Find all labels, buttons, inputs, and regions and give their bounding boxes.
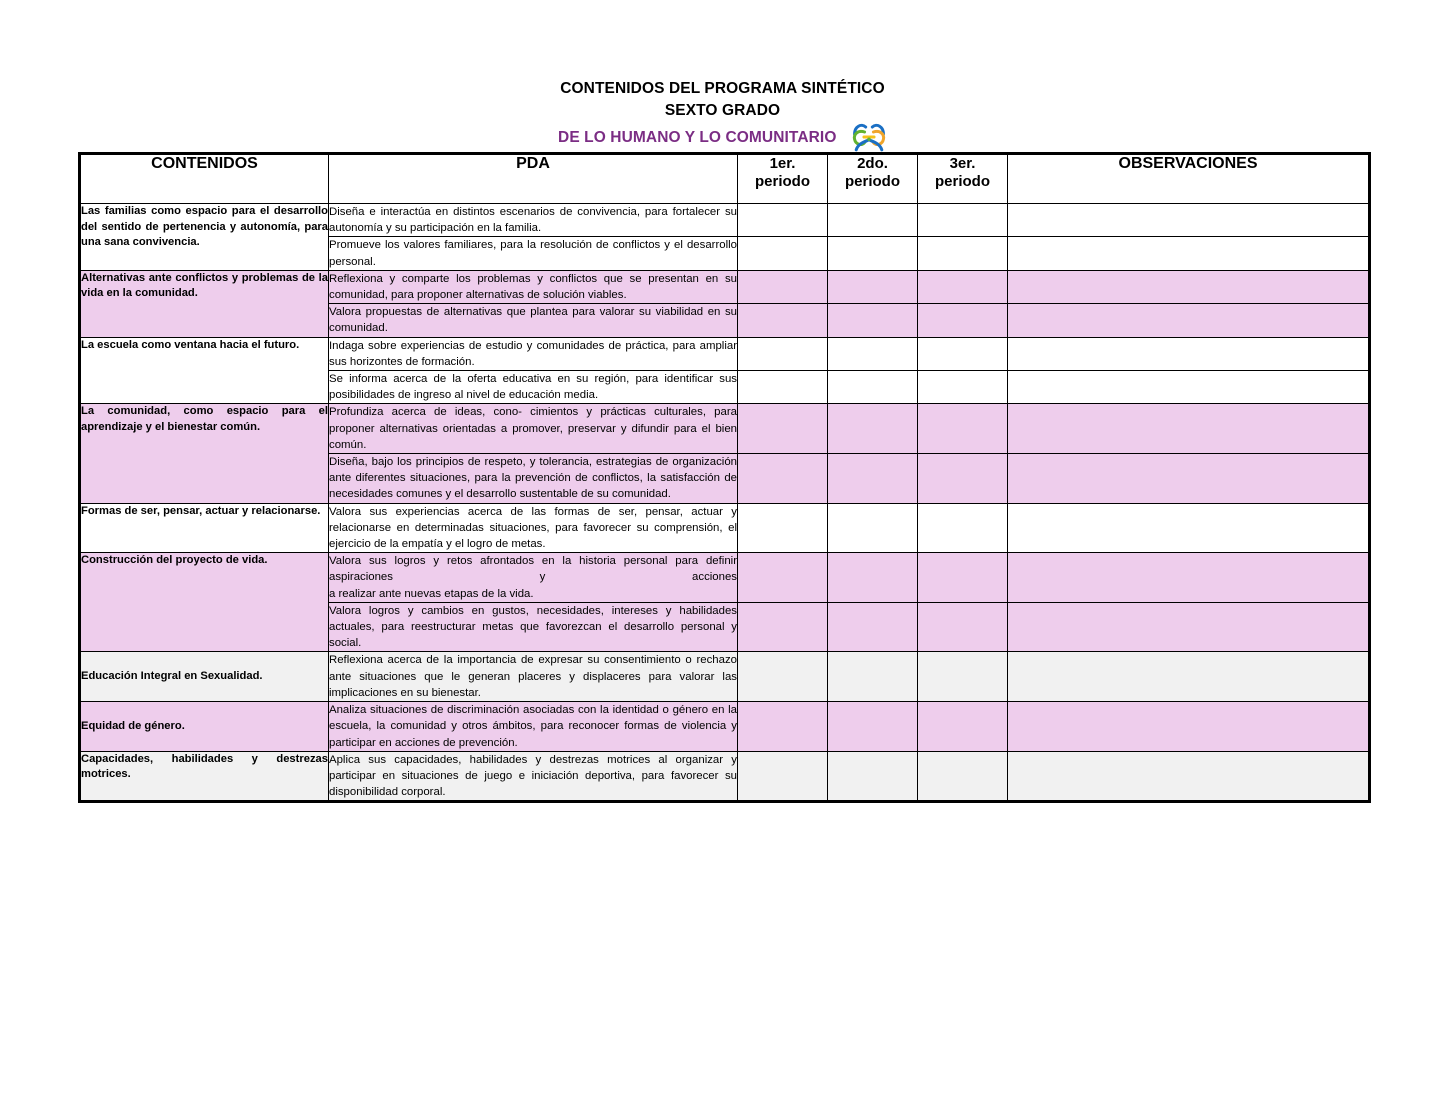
periodo-1-cell[interactable]	[738, 454, 828, 504]
periodo-2-cell[interactable]	[828, 371, 918, 404]
table-row	[80, 337, 1370, 370]
pda-cell: Reflexiona y comparte los problemas y conflictos que se presentan en su comunidad, para proponer alternativas de solución viables.	[329, 270, 738, 303]
pda-cell: Aplica sus capacidades, habilidades y destrezas motrices al organizar y participar en situaciones de juego e iniciación deportiva, para favorecer su disponibilidad corporal.	[329, 751, 738, 802]
observaciones-cell[interactable]	[1008, 751, 1370, 802]
periodo-1-line-2: periodo	[755, 173, 810, 190]
periodo-1-cell[interactable]	[738, 404, 828, 454]
periodo-3-cell[interactable]	[918, 503, 1008, 553]
periodo-2-cell[interactable]	[828, 337, 918, 370]
periodo-3-line-2: periodo	[935, 173, 990, 190]
periodo-2-line-2: periodo	[845, 173, 900, 190]
periodo-2-line-1: 2do.	[857, 155, 888, 172]
periodo-3-cell[interactable]	[918, 652, 1008, 702]
pda-cell: Profundiza acerca de ideas, cono- cimientos y prácticas culturales, para proponer alternativas orientadas a promover, preservar y difundir para el bien común.	[329, 404, 738, 454]
contenido-cell: La escuela como ventana hacia el futuro.	[80, 337, 329, 404]
table-row	[80, 270, 1370, 303]
periodo-1-cell[interactable]	[738, 652, 828, 702]
periodo-1-cell[interactable]	[738, 270, 828, 303]
periodo-3-cell[interactable]	[918, 204, 1008, 237]
observaciones-cell[interactable]	[1008, 553, 1370, 603]
periodo-3-cell[interactable]	[918, 237, 1008, 270]
contenido-cell: Capacidades, habilidades y destrezas motrices.	[80, 751, 329, 802]
observaciones-cell[interactable]	[1008, 270, 1370, 303]
table-row	[80, 204, 1370, 237]
periodo-1-cell[interactable]	[738, 751, 828, 802]
periodo-3-cell[interactable]	[918, 751, 1008, 802]
periodo-2-cell[interactable]	[828, 454, 918, 504]
observaciones-cell[interactable]	[1008, 371, 1370, 404]
column-header-contenidos: CONTENIDOS	[80, 154, 329, 204]
periodo-3-cell[interactable]	[918, 602, 1008, 652]
periodo-1-line-1: 1er.	[769, 155, 796, 172]
periodo-2-cell[interactable]	[828, 602, 918, 652]
column-header-pda: PDA	[329, 154, 738, 204]
observaciones-cell[interactable]	[1008, 337, 1370, 370]
column-header-periodo-3	[918, 154, 1008, 204]
document-title-block	[0, 78, 1445, 154]
periodo-3-cell[interactable]	[918, 270, 1008, 303]
pda-cell	[329, 553, 738, 603]
page-title-line-3-wrap	[558, 122, 887, 154]
observaciones-cell[interactable]	[1008, 454, 1370, 504]
page-title-line-3: DE LO HUMANO Y LO COMUNITARIO	[558, 129, 837, 147]
periodo-1-cell[interactable]	[738, 553, 828, 603]
page-title-line-2: SEXTO GRADO	[664, 102, 781, 119]
periodo-1-cell[interactable]	[738, 304, 828, 337]
table-row	[80, 553, 1370, 603]
periodo-3-cell[interactable]	[918, 702, 1008, 752]
periodo-1-cell[interactable]	[738, 702, 828, 752]
observaciones-cell[interactable]	[1008, 652, 1370, 702]
contenido-cell: Las familias como espacio para el desarrollo del sentido de pertenencia y autonomía, para una sana convivencia.	[80, 204, 329, 271]
periodo-2-cell[interactable]	[828, 237, 918, 270]
column-header-observaciones: OBSERVACIONES	[1008, 154, 1370, 204]
table-row	[80, 652, 1370, 702]
pda-cell: Diseña e interactúa en distintos escenarios de convivencia, para fortalecer su autonomía y su participación en la familia.	[329, 204, 738, 237]
contenido-cell: Educación Integral en Sexualidad.	[80, 652, 329, 702]
pda-cell: Indaga sobre experiencias de estudio y comunidades de práctica, para ampliar sus horizontes de formación.	[329, 337, 738, 370]
table-header	[80, 154, 1370, 204]
periodo-3-cell[interactable]	[918, 454, 1008, 504]
observaciones-cell[interactable]	[1008, 237, 1370, 270]
periodo-3-line-1: 3er.	[949, 155, 976, 172]
pda-cell: Se informa acerca de la oferta educativa en su región, para identificar sus posibilidades de ingreso al nivel de educación media.	[329, 371, 738, 404]
observaciones-cell[interactable]	[1008, 204, 1370, 237]
nueva-escuela-mexicana-logo-icon	[851, 122, 887, 152]
pda-cell: Valora propuestas de alternativas que plantea para valorar su viabilidad en su comunidad.	[329, 304, 738, 337]
observaciones-cell[interactable]	[1008, 404, 1370, 454]
periodo-3-cell[interactable]	[918, 553, 1008, 603]
page-title-line-1: CONTENIDOS DEL PROGRAMA SINTÉTICO	[560, 80, 885, 97]
periodo-1-cell[interactable]	[738, 602, 828, 652]
periodo-3-cell[interactable]	[918, 304, 1008, 337]
periodo-2-cell[interactable]	[828, 204, 918, 237]
observaciones-cell[interactable]	[1008, 304, 1370, 337]
table-header-row	[80, 154, 1370, 204]
observaciones-cell[interactable]	[1008, 503, 1370, 553]
pda-cell: Reflexiona acerca de la importancia de expresar su consentimiento o rechazo ante situaciones que le generan placeres y displaceres para valorar las implicaciones en su bienestar.	[329, 652, 738, 702]
pda-cell: Analiza situaciones de discriminación asociadas con la identidad o género en la escuela, la comunidad y otros ámbitos, para reconocer formas de violencia y participar en acciones de prevención.	[329, 702, 738, 752]
pda-cell: Valora logros y cambios en gustos, necesidades, intereses y habilidades actuales, para reestructurar metas que favorezcan el desarrollo personal y social.	[329, 602, 738, 652]
periodo-2-cell[interactable]	[828, 270, 918, 303]
contenido-cell: Construcción del proyecto de vida.	[80, 553, 329, 652]
periodo-3-cell[interactable]	[918, 371, 1008, 404]
table-body	[80, 204, 1370, 802]
contenido-cell: Alternativas ante conflictos y problemas de la vida en la comunidad.	[80, 270, 329, 337]
contenidos-table	[78, 152, 1371, 803]
column-header-periodo-1	[738, 154, 828, 204]
column-header-periodo-2	[828, 154, 918, 204]
table-row	[80, 503, 1370, 553]
periodo-1-cell[interactable]	[738, 503, 828, 553]
pda-text-justified: Valora sus logros y retos afrontados en la historia personal para definir aspiraciones y acciones	[329, 555, 737, 584]
periodo-2-cell[interactable]	[828, 304, 918, 337]
periodo-2-cell[interactable]	[828, 751, 918, 802]
observaciones-cell[interactable]	[1008, 602, 1370, 652]
periodo-1-cell[interactable]	[738, 204, 828, 237]
periodo-1-cell[interactable]	[738, 371, 828, 404]
periodo-2-cell[interactable]	[828, 652, 918, 702]
periodo-3-cell[interactable]	[918, 404, 1008, 454]
pda-text-tail: a realizar ante nuevas etapas de la vida.	[329, 587, 534, 600]
periodo-2-cell[interactable]	[828, 702, 918, 752]
periodo-2-cell[interactable]	[828, 553, 918, 603]
pda-cell: Diseña, bajo los principios de respeto, y tolerancia, estrategias de organización ante diferentes situaciones, para la prevención de conflictos, la satisfacción de necesidades comunes y el desarrollo sustentable de su comunidad.	[329, 454, 738, 504]
pda-cell: Promueve los valores familiares, para la resolución de conflictos y el desarrollo personal.	[329, 237, 738, 270]
pda-cell: Valora sus experiencias acerca de las formas de ser, pensar, actuar y relacionarse en determinadas situaciones, para favorecer su comprensión, el ejercicio de la empatía y el logro de metas.	[329, 503, 738, 553]
table-row	[80, 404, 1370, 454]
table-row	[80, 751, 1370, 802]
contenido-cell: Equidad de género.	[80, 702, 329, 752]
periodo-2-cell[interactable]	[828, 404, 918, 454]
periodo-3-cell[interactable]	[918, 337, 1008, 370]
periodo-2-cell[interactable]	[828, 503, 918, 553]
observaciones-cell[interactable]	[1008, 702, 1370, 752]
table-row	[80, 702, 1370, 752]
contenido-cell: Formas de ser, pensar, actuar y relacionarse.	[80, 503, 329, 553]
periodo-1-cell[interactable]	[738, 237, 828, 270]
periodo-1-cell[interactable]	[738, 337, 828, 370]
contenido-cell: La comunidad, como espacio para el aprendizaje y el bienestar común.	[80, 404, 329, 503]
